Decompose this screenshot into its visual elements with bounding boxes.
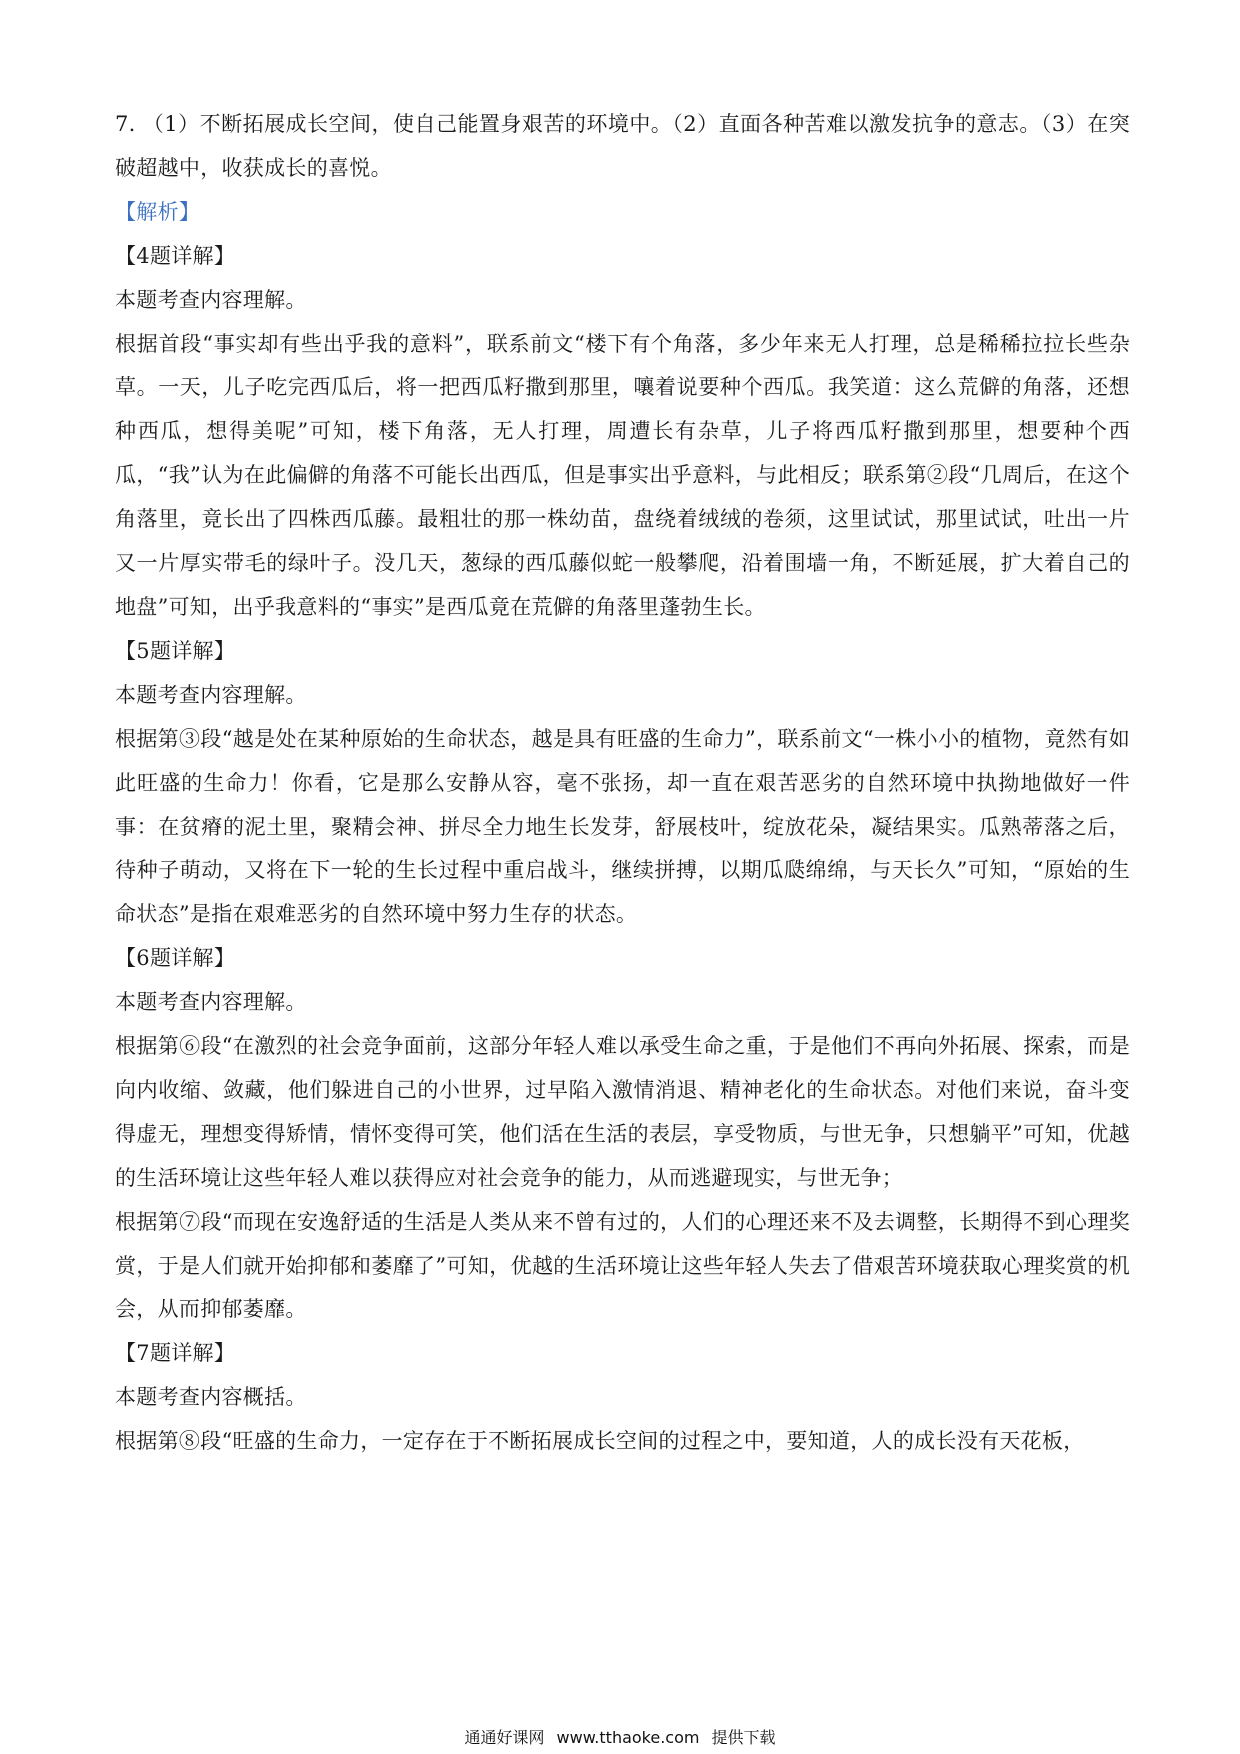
q7-topic: 本题考查内容概括。	[115, 1385, 307, 1410]
page-footer	[0, 1728, 1240, 1748]
q7-explanation: 根据第⑧段“旺盛的生命力，一定存在于不断拓展成长空间的过程之中，要知道，人的成长没有天花板，	[115, 1429, 1085, 1454]
q4-heading: 【4题详解】	[115, 243, 236, 268]
footer-url[interactable]: www.tthaoke.com	[556, 1728, 700, 1747]
q6-explanation-2: 根据第⑦段“而现在安逸舒适的生活是人类从来不曾有过的，人们的心理还来不及去调整，长期得不到心理奖赏，于是人们就开始抑郁和萎靡了”可知，优越的生活环境让这些年轻人失去了借艰苦环境获取心理奖赏的机会，从而抑郁萎靡。	[115, 1209, 1130, 1322]
footer-suffix: 提供下载	[711, 1728, 776, 1747]
q7-heading: 【7题详解】	[115, 1341, 236, 1366]
q4-explanation: 根据首段“事实却有些出乎我的意料”，联系前文“楼下有个角落，多少年来无人打理，总是稀稀拉拉长些杂草。一天，儿子吃完西瓜后，将一把西瓜籽撒到那里，嚷着说要种个西瓜。我笑道：这么荒僻的角落，还想种西瓜，想得美呢”可知，楼下角落，无人打理，周遭长有杂草，儿子将西瓜籽撒到那里，想要种个西瓜，“我”认为在此偏僻的角落不可能长出西瓜，但是事实出乎意料，与此相反；联系第②段“几周后，在这个角落里，竟长出了四株西瓜藤。最粗壮的那一株幼苗，盘绕着绒绒的卷须，这里试试，那里试试，吐出一片又一片厚实带毛的绿叶子。没几天，葱绿的西瓜藤似蛇一般攀爬，沿着围墙一角，不断延展，扩大着自己的地盘”可知，出乎我意料的“事实”是西瓜竟在荒僻的角落里蓬勃生长。	[115, 331, 1130, 619]
document-body	[115, 103, 1130, 1464]
q5-topic: 本题考查内容理解。	[115, 682, 307, 707]
q6-topic: 本题考查内容理解。	[115, 990, 307, 1015]
analysis-heading: 【解析】	[115, 199, 201, 224]
q6-explanation-1: 根据第⑥段“在激烈的社会竞争面前，这部分年轻人难以承受生命之重，于是他们不再向外拓展、探索，而是向内收缩、敛藏，他们躲进自己的小世界，过早陷入激情消退、精神老化的生命状态。对他们来说，奋斗变得虚无，理想变得矫情，情怀变得可笑，他们活在生活的表层，享受物质，与世无争，只想躺平”可知，优越的生活环境让这些年轻人难以获得应对社会竞争的能力，从而逃避现实，与世无争；	[115, 1034, 1130, 1190]
q4-topic: 本题考查内容理解。	[115, 287, 307, 312]
footer-site-name: 通通好课网	[464, 1728, 545, 1747]
q5-explanation: 根据第③段“越是处在某种原始的生命状态，越是具有旺盛的生命力”，联系前文“一株小小的植物，竟然有如此旺盛的生命力！你看，它是那么安静从容，毫不张扬，却一直在艰苦恶劣的自然环境中执拗地做好一件事：在贫瘠的泥土里，聚精会神、拼尽全力地生长发芽，舒展枝叶，绽放花朵，凝结果实。瓜熟蒂落之后，待种子萌动，又将在下一轮的生长过程中重启战斗，继续拼搏，以期瓜瓞绵绵，与天长久”可知，“原始的生命状态”是指在艰难恶劣的自然环境中努力生存的状态。	[115, 726, 1130, 927]
q6-heading: 【6题详解】	[115, 946, 236, 971]
answer-7: 7. （1）不断拓展成长空间，使自己能置身艰苦的环境中。（2）直面各种苦难以激发抗争的意志。（3）在突破超越中，收获成长的喜悦。	[115, 112, 1130, 180]
q5-heading: 【5题详解】	[115, 638, 236, 663]
